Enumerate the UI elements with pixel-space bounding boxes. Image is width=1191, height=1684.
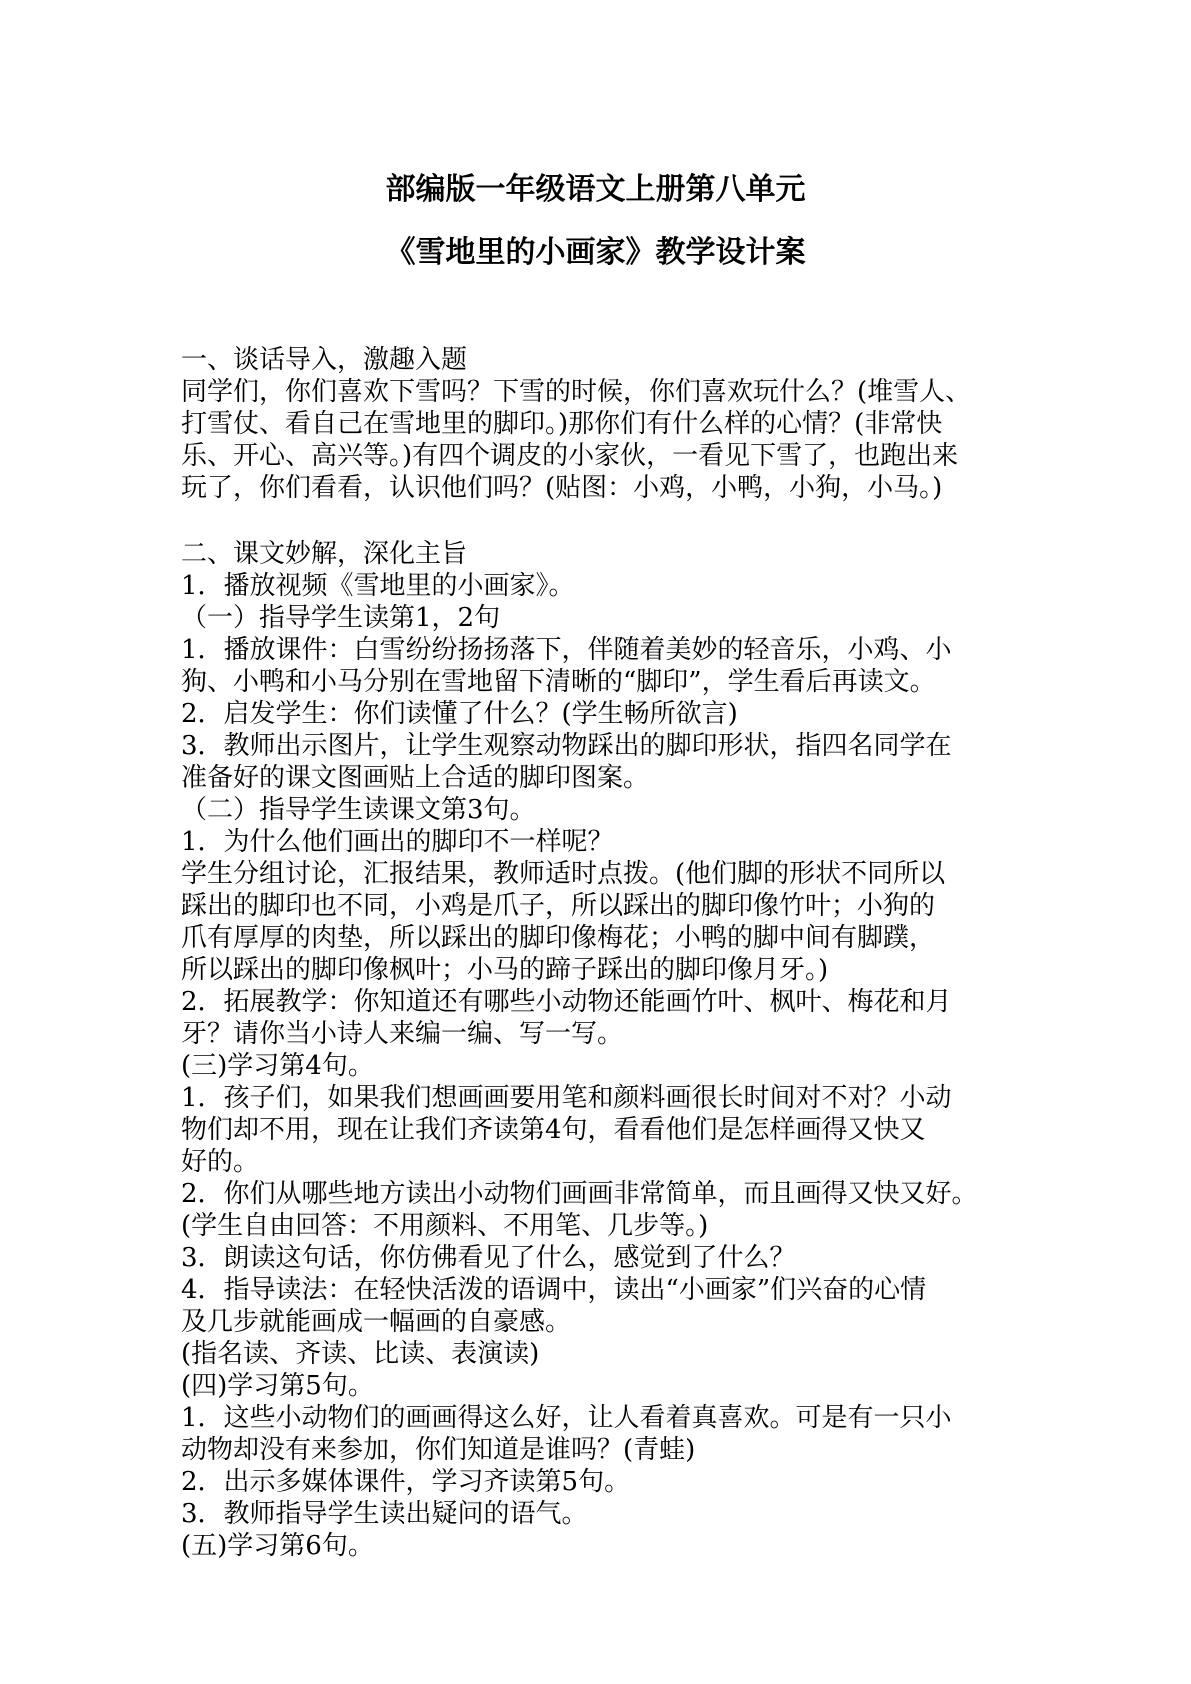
subsection-heading: (四)学习第5句。 (181, 1371, 374, 1401)
paragraph-line: 狗、小鸭和小马分别在雪地留下清晰的“脚印”，学生看后再读文。 (181, 667, 936, 697)
paragraph-line: 同学们，你们喜欢下雪吗？下雪的时候，你们喜欢玩什么？(堆雪人、 (181, 377, 972, 407)
paragraph-line: (学生自由回答：不用颜料、不用笔、几步等。) (181, 1211, 709, 1241)
paragraph-line: 4．指导读法：在轻快活泼的语调中，读出“小画家”们兴奋的心情 (181, 1275, 927, 1305)
paragraph-line: 准备好的课文图画贴上合适的脚印图案。 (181, 763, 650, 793)
paragraph-line: 2．拓展教学：你知道还有哪些小动物还能画竹叶、枫叶、梅花和月 (181, 987, 952, 1017)
document-body (181, 344, 1031, 1562)
paragraph-line: 3．朗读这句话，你仿佛看见了什么，感觉到了什么？ (181, 1243, 796, 1273)
paragraph-line: 1．为什么他们画出的脚印不一样呢？ (181, 827, 614, 857)
paragraph-line: 及几步就能画成一幅画的自豪感。 (181, 1307, 572, 1337)
paragraph-line: 物们却不用，现在让我们齐读第4句，看看他们是怎样画得又快又 (181, 1115, 926, 1145)
paragraph-line: 3．教师出示图片，让学生观察动物踩出的脚印形状，指四名同学在 (181, 731, 952, 761)
document-subtitle: 《雪地里的小画家》教学设计案 (385, 235, 806, 270)
subsection-heading: (三)学习第4句。 (181, 1051, 374, 1081)
paragraph-line: 1．播放课件：白雪纷纷扬扬落下，伴随着美妙的轻音乐，小鸡、小 (181, 635, 952, 665)
paragraph-line: 1．这些小动物们的画画得这么好，让人看着真喜欢。可是有一只小 (181, 1403, 952, 1433)
subsection-heading: (五)学习第6句。 (181, 1531, 374, 1561)
paragraph-line: 2．出示多媒体课件，学习齐读第5句。 (181, 1467, 631, 1497)
paragraph-line: 2．启发学生：你们读懂了什么？(学生畅所欲言) (181, 699, 738, 729)
paragraph-line: 1．孩子们，如果我们想画画要用笔和颜料画很长时间对不对？小动 (181, 1083, 952, 1113)
paragraph-line: 1．播放视频《雪地里的小画家》。 (181, 571, 575, 601)
section-heading-2: 二、课文妙解，深化主旨 (181, 539, 468, 569)
paragraph-line: 爪有厚厚的肉垫，所以踩出的脚印像梅花；小鸭的脚中间有脚蹼， (181, 923, 936, 953)
paragraph-line: 2．你们从哪些地方读出小动物们画画非常简单，而且画得又快又好。 (181, 1179, 978, 1209)
paragraph-line: 3．教师指导学生读出疑问的语气。 (181, 1499, 588, 1529)
paragraph-line: 学生分组讨论，汇报结果，教师适时点拨。(他们脚的形状不同所以 (181, 859, 946, 889)
paragraph-line: 动物却没有来参加，你们知道是谁吗？(青蛙) (181, 1435, 696, 1465)
section-heading-1: 一、谈话导入，激趣入题 (181, 345, 468, 375)
paragraph-line: 踩出的脚印也不同，小鸡是爪子，所以踩出的脚印像竹叶；小狗的 (181, 891, 936, 921)
blank-line (181, 504, 1031, 538)
paragraph-line: 打雪仗、看自己在雪地里的脚印。)那你们有什么样的心情？(非常快 (181, 409, 943, 439)
paragraph-line: 乐、开心、高兴等。)有四个调皮的小家伙，一看见下雪了，也跑出来 (181, 441, 959, 471)
subsection-heading: （二）指导学生读课文第3句。 (181, 795, 536, 825)
paragraph-line: 玩了，你们看看，认识他们吗？(贴图：小鸡，小鸭，小狗，小马。) (181, 473, 943, 503)
paragraph-line: (指名读、齐读、比读、表演读) (181, 1339, 540, 1369)
document-title: 部编版一年级语文上册第八单元 (385, 172, 806, 207)
paragraph-line: 牙？请你当小诗人来编一编、写一写。 (181, 1019, 624, 1049)
paragraph-line: 好的。 (181, 1147, 260, 1177)
subsection-heading: （一）指导学生读第1，2句 (181, 603, 501, 633)
paragraph-line: 所以踩出的脚印像枫叶；小马的蹄子踩出的脚印像月牙。) (181, 955, 829, 985)
